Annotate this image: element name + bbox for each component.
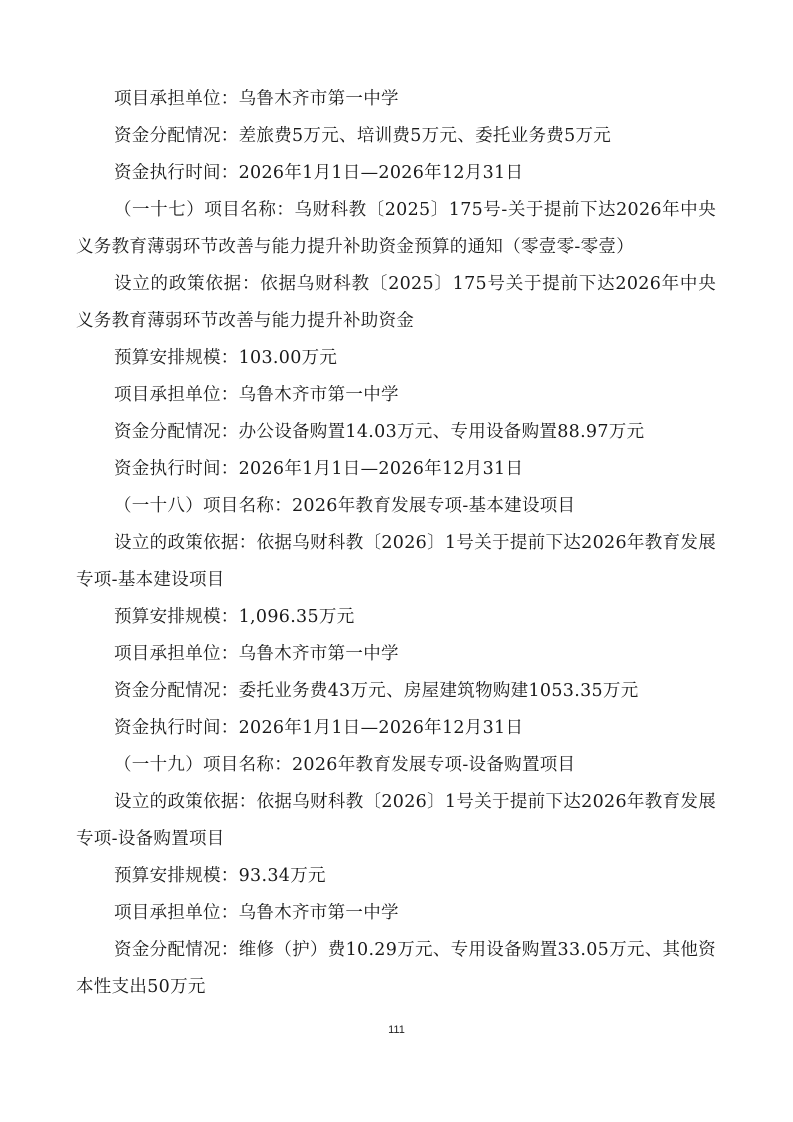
- paragraph-fund-allocation: 资金分配情况：委托业务费43万元、房屋建筑物购建1053.35万元: [114, 681, 639, 701]
- document-body: [76, 81, 716, 1006]
- paragraph-budget-scale: 预算安排规模：103.00万元: [114, 348, 338, 368]
- paragraph-undertaking-unit: 项目承担单位：乌鲁木齐市第一中学: [114, 903, 399, 923]
- paragraph-execution-time: 资金执行时间：2026年1月1日—2026年12月31日: [114, 459, 524, 479]
- paragraph-policy-basis: 设立的政策依据：依据乌财科教〔2026〕1号关于提前下达2026年教育发展专项-基本建设项目: [76, 533, 716, 590]
- paragraph-project-19-name: （一十九）项目名称：2026年教育发展专项-设备购置项目: [114, 755, 576, 775]
- paragraph-policy-basis: 设立的政策依据：依据乌财科教〔2025〕175号关于提前下达2026年中央义务教育薄弱环节改善与能力提升补助资金: [76, 274, 716, 331]
- paragraph-execution-time: 资金执行时间：2026年1月1日—2026年12月31日: [114, 163, 524, 183]
- paragraph-project-18-name: （一十八）项目名称：2026年教育发展专项-基本建设项目: [114, 496, 576, 516]
- paragraph-budget-scale: 预算安排规模：1,096.35万元: [114, 607, 355, 627]
- paragraph-fund-allocation: 资金分配情况：办公设备购置14.03万元、专用设备购置88.97万元: [114, 422, 645, 442]
- paragraph-fund-allocation: 资金分配情况：维修（护）费10.29万元、专用设备购置33.05万元、其他资本性支出50万元: [76, 940, 716, 997]
- paragraph-project-17-name: （一十七）项目名称：乌财科教〔2025〕175号-关于提前下达2026年中央义务教育薄弱环节改善与能力提升补助资金预算的通知（零壹零-零壹）: [76, 200, 716, 257]
- paragraph-policy-basis: 设立的政策依据：依据乌财科教〔2026〕1号关于提前下达2026年教育发展专项-设备购置项目: [76, 792, 716, 849]
- paragraph-execution-time: 资金执行时间：2026年1月1日—2026年12月31日: [114, 718, 524, 738]
- paragraph-fund-allocation: 资金分配情况：差旅费5万元、培训费5万元、委托业务费5万元: [114, 126, 612, 146]
- page-number: 111: [388, 1024, 405, 1036]
- paragraph-undertaking-unit: 项目承担单位：乌鲁木齐市第一中学: [114, 89, 399, 109]
- paragraph-undertaking-unit: 项目承担单位：乌鲁木齐市第一中学: [114, 385, 399, 405]
- paragraph-undertaking-unit: 项目承担单位：乌鲁木齐市第一中学: [114, 644, 399, 664]
- paragraph-budget-scale: 预算安排规模：93.34万元: [114, 866, 326, 886]
